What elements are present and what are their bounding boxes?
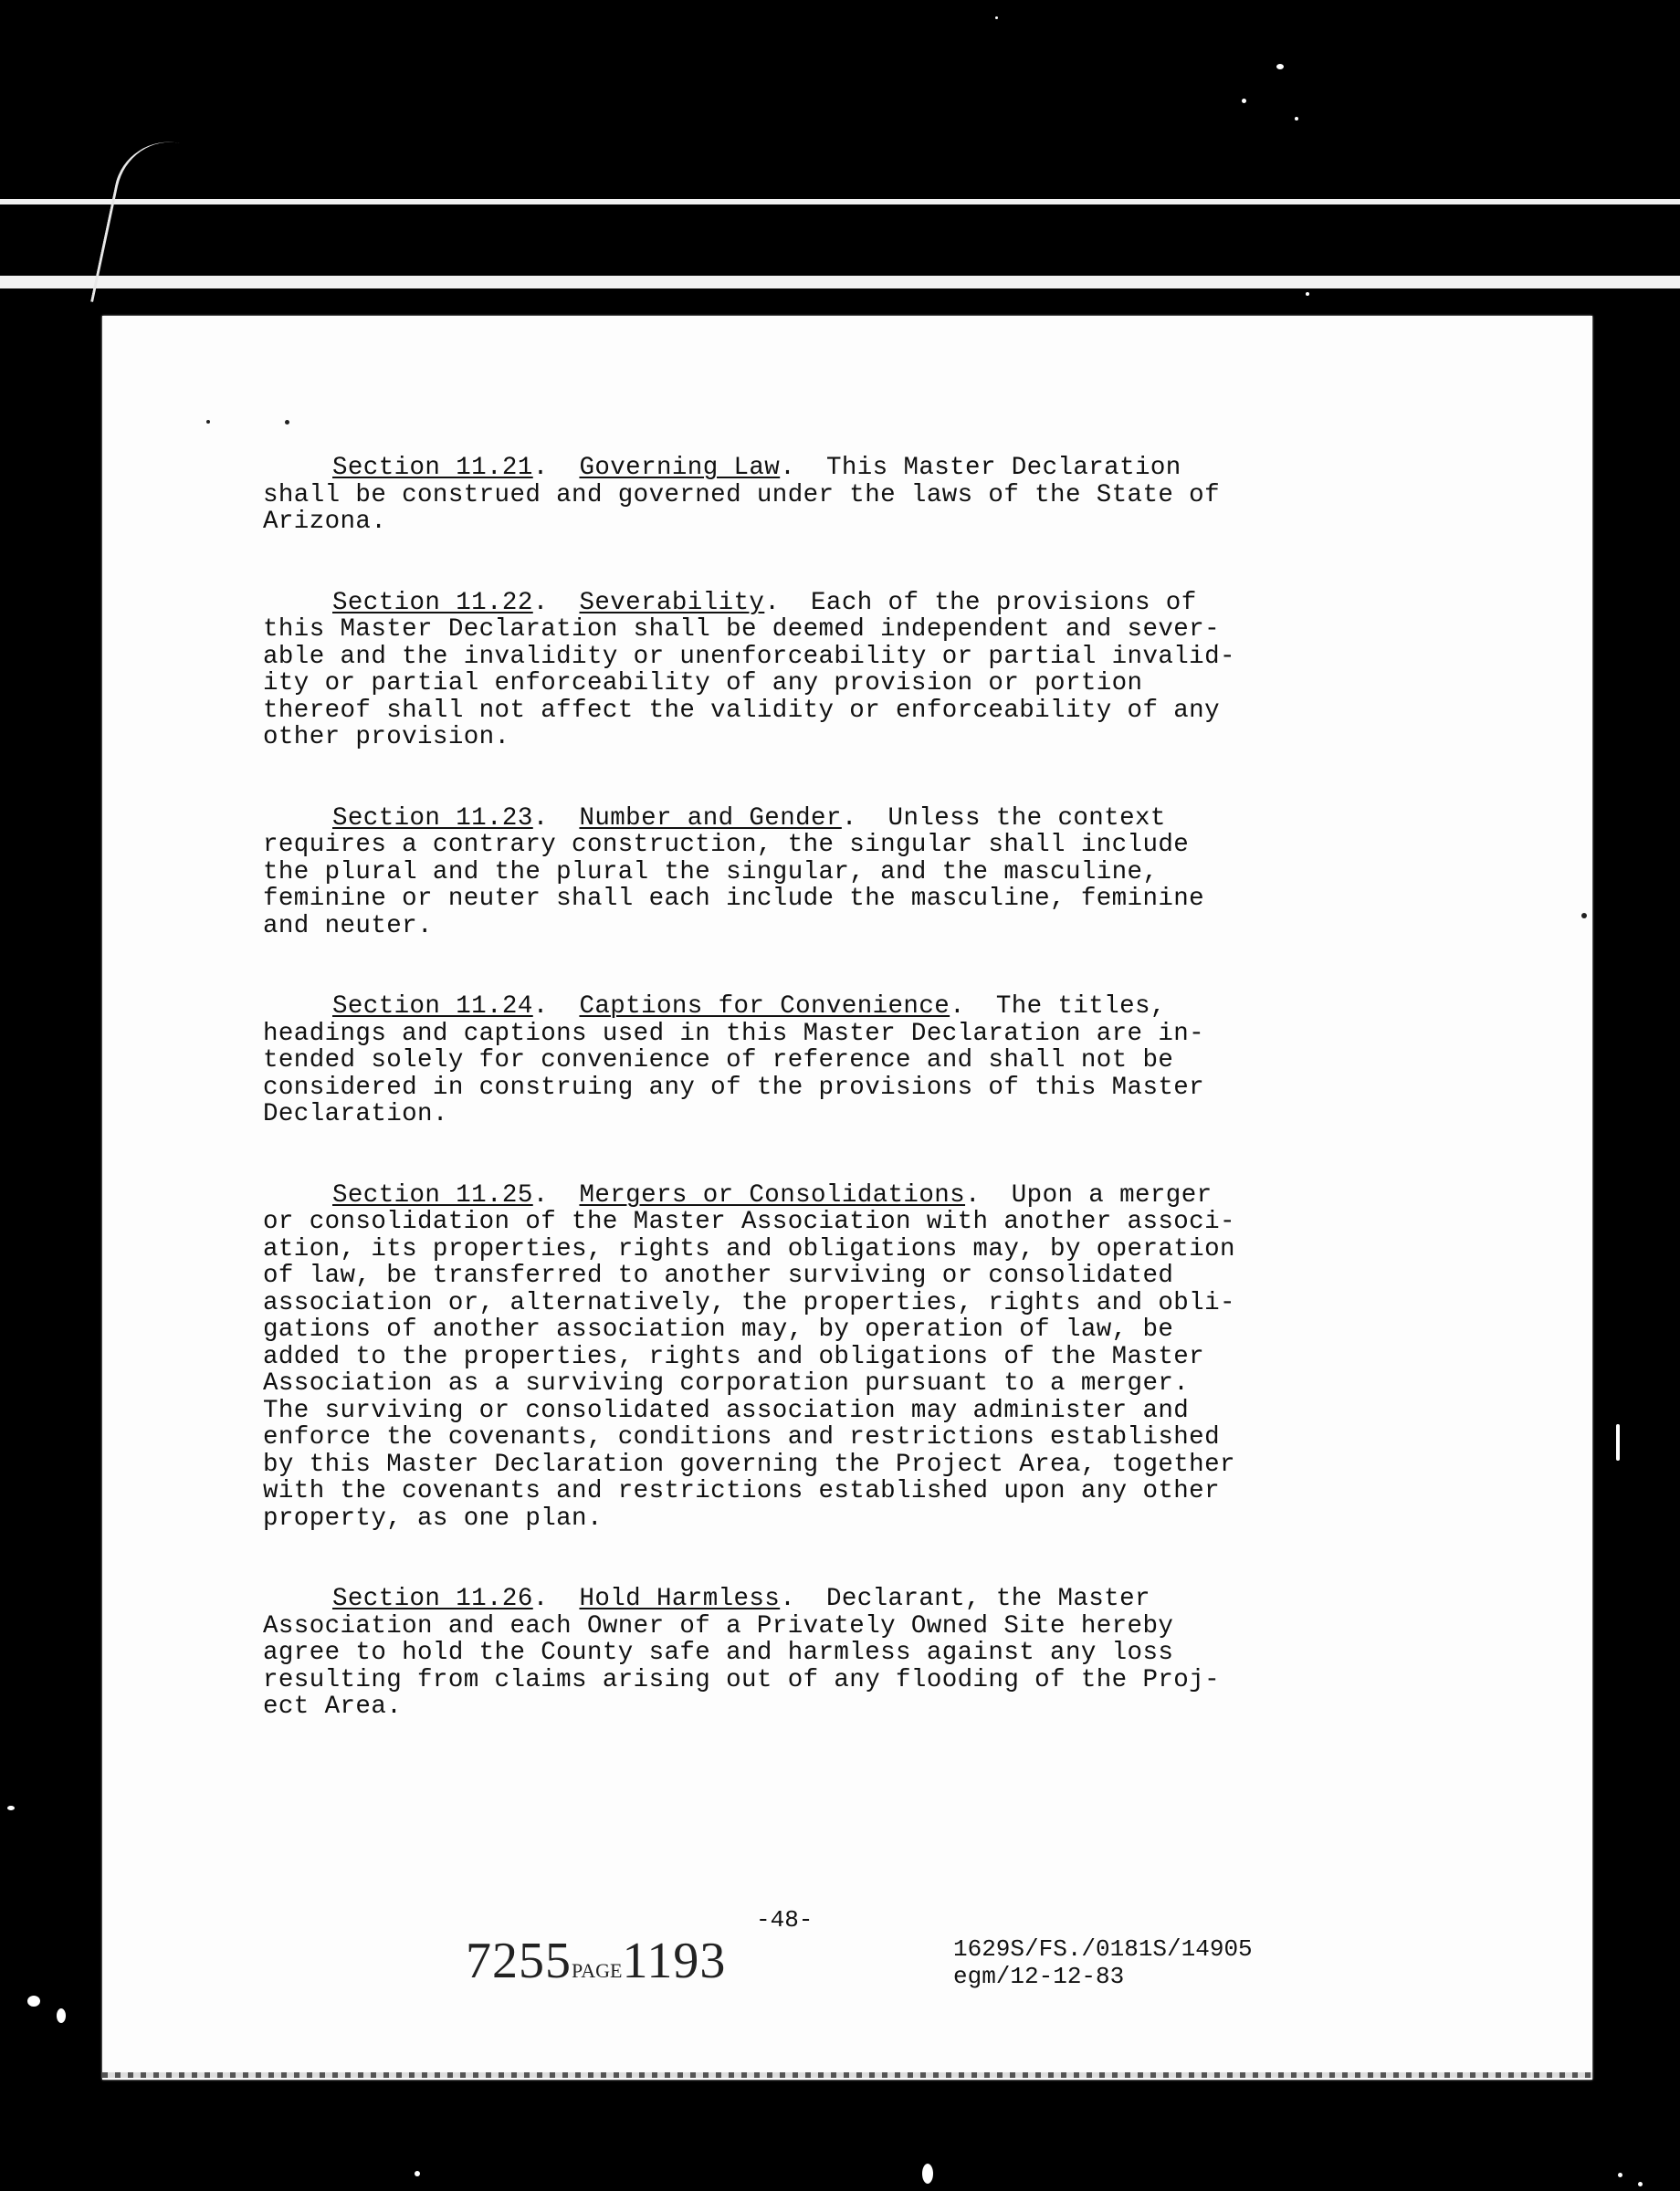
- scan-speck: [1616, 1424, 1620, 1461]
- scan-speck: [1306, 292, 1309, 296]
- scan-edge-band: [0, 276, 1680, 288]
- section-number: Section 11.22: [332, 588, 533, 617]
- scan-speck: [7, 1806, 15, 1810]
- section-number: Section 11.21: [332, 454, 533, 482]
- scan-speck: [922, 2164, 933, 2184]
- section-text: Upon a merger or consolidation of the Master Association with another associ- ation, its properties, rights and obligations may, by operation of law, be transferred to another surviving or consolidated association or, alternatively, the properties, rights and obli- gations of another association may, by operation of law, be added to the properties, rights and obligations of the Master Association as a surviving corporation pursuant to a merger. The surviving or consolidated association may administer and enforce the covenants, conditions and restrictions established by this Master Declaration governing the Project Area, together with the covenants and restrictions established upon any other property, as one plan.: [263, 1180, 1235, 1533]
- scan-speck: [415, 2171, 420, 2176]
- section-title: Mergers or Consolidations: [579, 1180, 966, 1210]
- page-number: -48-: [756, 1906, 814, 1934]
- page-speck: [285, 420, 289, 425]
- section-title: Governing Law: [579, 454, 781, 482]
- scan-speck: [57, 2008, 66, 2023]
- scan-bottom-edge: [102, 2072, 1592, 2078]
- recording-page: 1193: [622, 1933, 727, 1989]
- section-paragraph: Section 11.24. Captions for Convenience. The titles, headings and captions used in this Master Declaration are in- tended solely for convenience of reference and shall not be considered in construing any of the provisions of this Master Declaration.: [263, 992, 1205, 1128]
- scan-speck: [1295, 117, 1298, 121]
- section-title: Severability: [579, 588, 765, 617]
- section-number: Section 11.23: [332, 803, 533, 833]
- scan-speck: [1242, 99, 1246, 103]
- section-text: This Master Declaration shall be construed and governed under the laws of the State of Arizona.: [263, 454, 1220, 536]
- section-paragraph: Section 11.26. Hold Harmless. Declarant, the Master Association and each Owner of a Privately Owned Site hereby agree to hold the County safe and harmless against any loss resulting from claims arising out of any flooding of the Proj- ect Area.: [263, 1585, 1220, 1721]
- scan-edge-top: [0, 199, 1680, 204]
- scan-speck: [27, 1996, 40, 2007]
- section-paragraph: Section 11.21. Governing Law. This Master Declaration shall be construed and governed under the laws of the State of Arizona.: [263, 454, 1220, 536]
- section-title: Captions for Convenience: [579, 992, 950, 1021]
- document-code: [953, 1935, 1253, 1990]
- document-page: [102, 316, 1592, 2080]
- section-text: Each of the provisions of this Master Declaration shall be deemed independent and sever- able and the invalidity or unenforceability or partial invalid- ity or partial enforceability of any provision or portion thereof shall not affect the validity or enforceability of any other provision.: [263, 588, 1235, 751]
- page-speck: [1581, 913, 1587, 918]
- section-number: Section 11.26: [332, 1585, 533, 1613]
- scan-speck: [1618, 2173, 1622, 2177]
- page-speck: [206, 420, 210, 424]
- scan-speck: [995, 16, 998, 19]
- document-body: [263, 455, 1496, 1721]
- section-number: Section 11.24: [332, 992, 533, 1021]
- section-text: Unless the context requires a contrary construction, the singular shall include the plural and the plural the singular, and the masculine, feminine or neuter shall each include the masculine, feminine and neuter.: [263, 803, 1205, 940]
- section-paragraph: Section 11.23. Number and Gender. Unless the context requires a contrary construction, the singular shall include the plural and the plural the singular, and the masculine, feminine or neuter shall each include the masculine, feminine and neuter.: [263, 803, 1205, 940]
- document-code-line-1: 1629S/FS./0181S/14905: [953, 1935, 1253, 1963]
- scan-speck: [1276, 64, 1284, 69]
- section-paragraph: Section 11.25. Mergers or Consolidations. Upon a merger or consolidation of the Master Association with another associ- ation, its properties, rights and obligations may, by operation of law, be transferred to another surviving or consolidated association or, alternatively, the properties, rights and obli- gations of another association may, by operation of law, be added to the properties, rights and obligations of the Master Association as a surviving corporation pursuant to a merger. The surviving or consolidated association may administer and enforce the covenants, conditions and restrictions established by this Master Declaration governing the Project Area, together with the covenants and restrictions established upon any other property, as one plan.: [263, 1180, 1235, 1533]
- document-code-line-2: egm/12-12-83: [953, 1963, 1125, 1990]
- recording-page-label: PAGE: [572, 1959, 623, 1982]
- recording-number: 7255: [466, 1933, 572, 1989]
- section-number: Section 11.25: [332, 1180, 533, 1210]
- section-title: Hold Harmless: [579, 1585, 781, 1613]
- recording-stamp: [466, 1932, 726, 1990]
- section-text: Declarant, the Master Association and each Owner of a Privately Owned Site hereby agree to hold the County safe and harmless against any loss resulting from claims arising out of any flooding of the Proj- ect Area.: [263, 1585, 1220, 1721]
- section-title: Number and Gender: [579, 803, 842, 833]
- section-paragraph: Section 11.22. Severability. Each of the provisions of this Master Declaration shall be deemed independent and sever- able and the invalidity or unenforceability or partial invalid- ity or partial enforceability of any provision or portion thereof shall not affect the validity or enforceability of any other provision.: [263, 588, 1235, 751]
- scan-speck: [1638, 2182, 1643, 2186]
- section-text: The titles, headings and captions used in this Master Declaration are in- tended solely for convenience of reference and shall not be considered in construing any of the provisions of this Master Declaration.: [263, 992, 1205, 1128]
